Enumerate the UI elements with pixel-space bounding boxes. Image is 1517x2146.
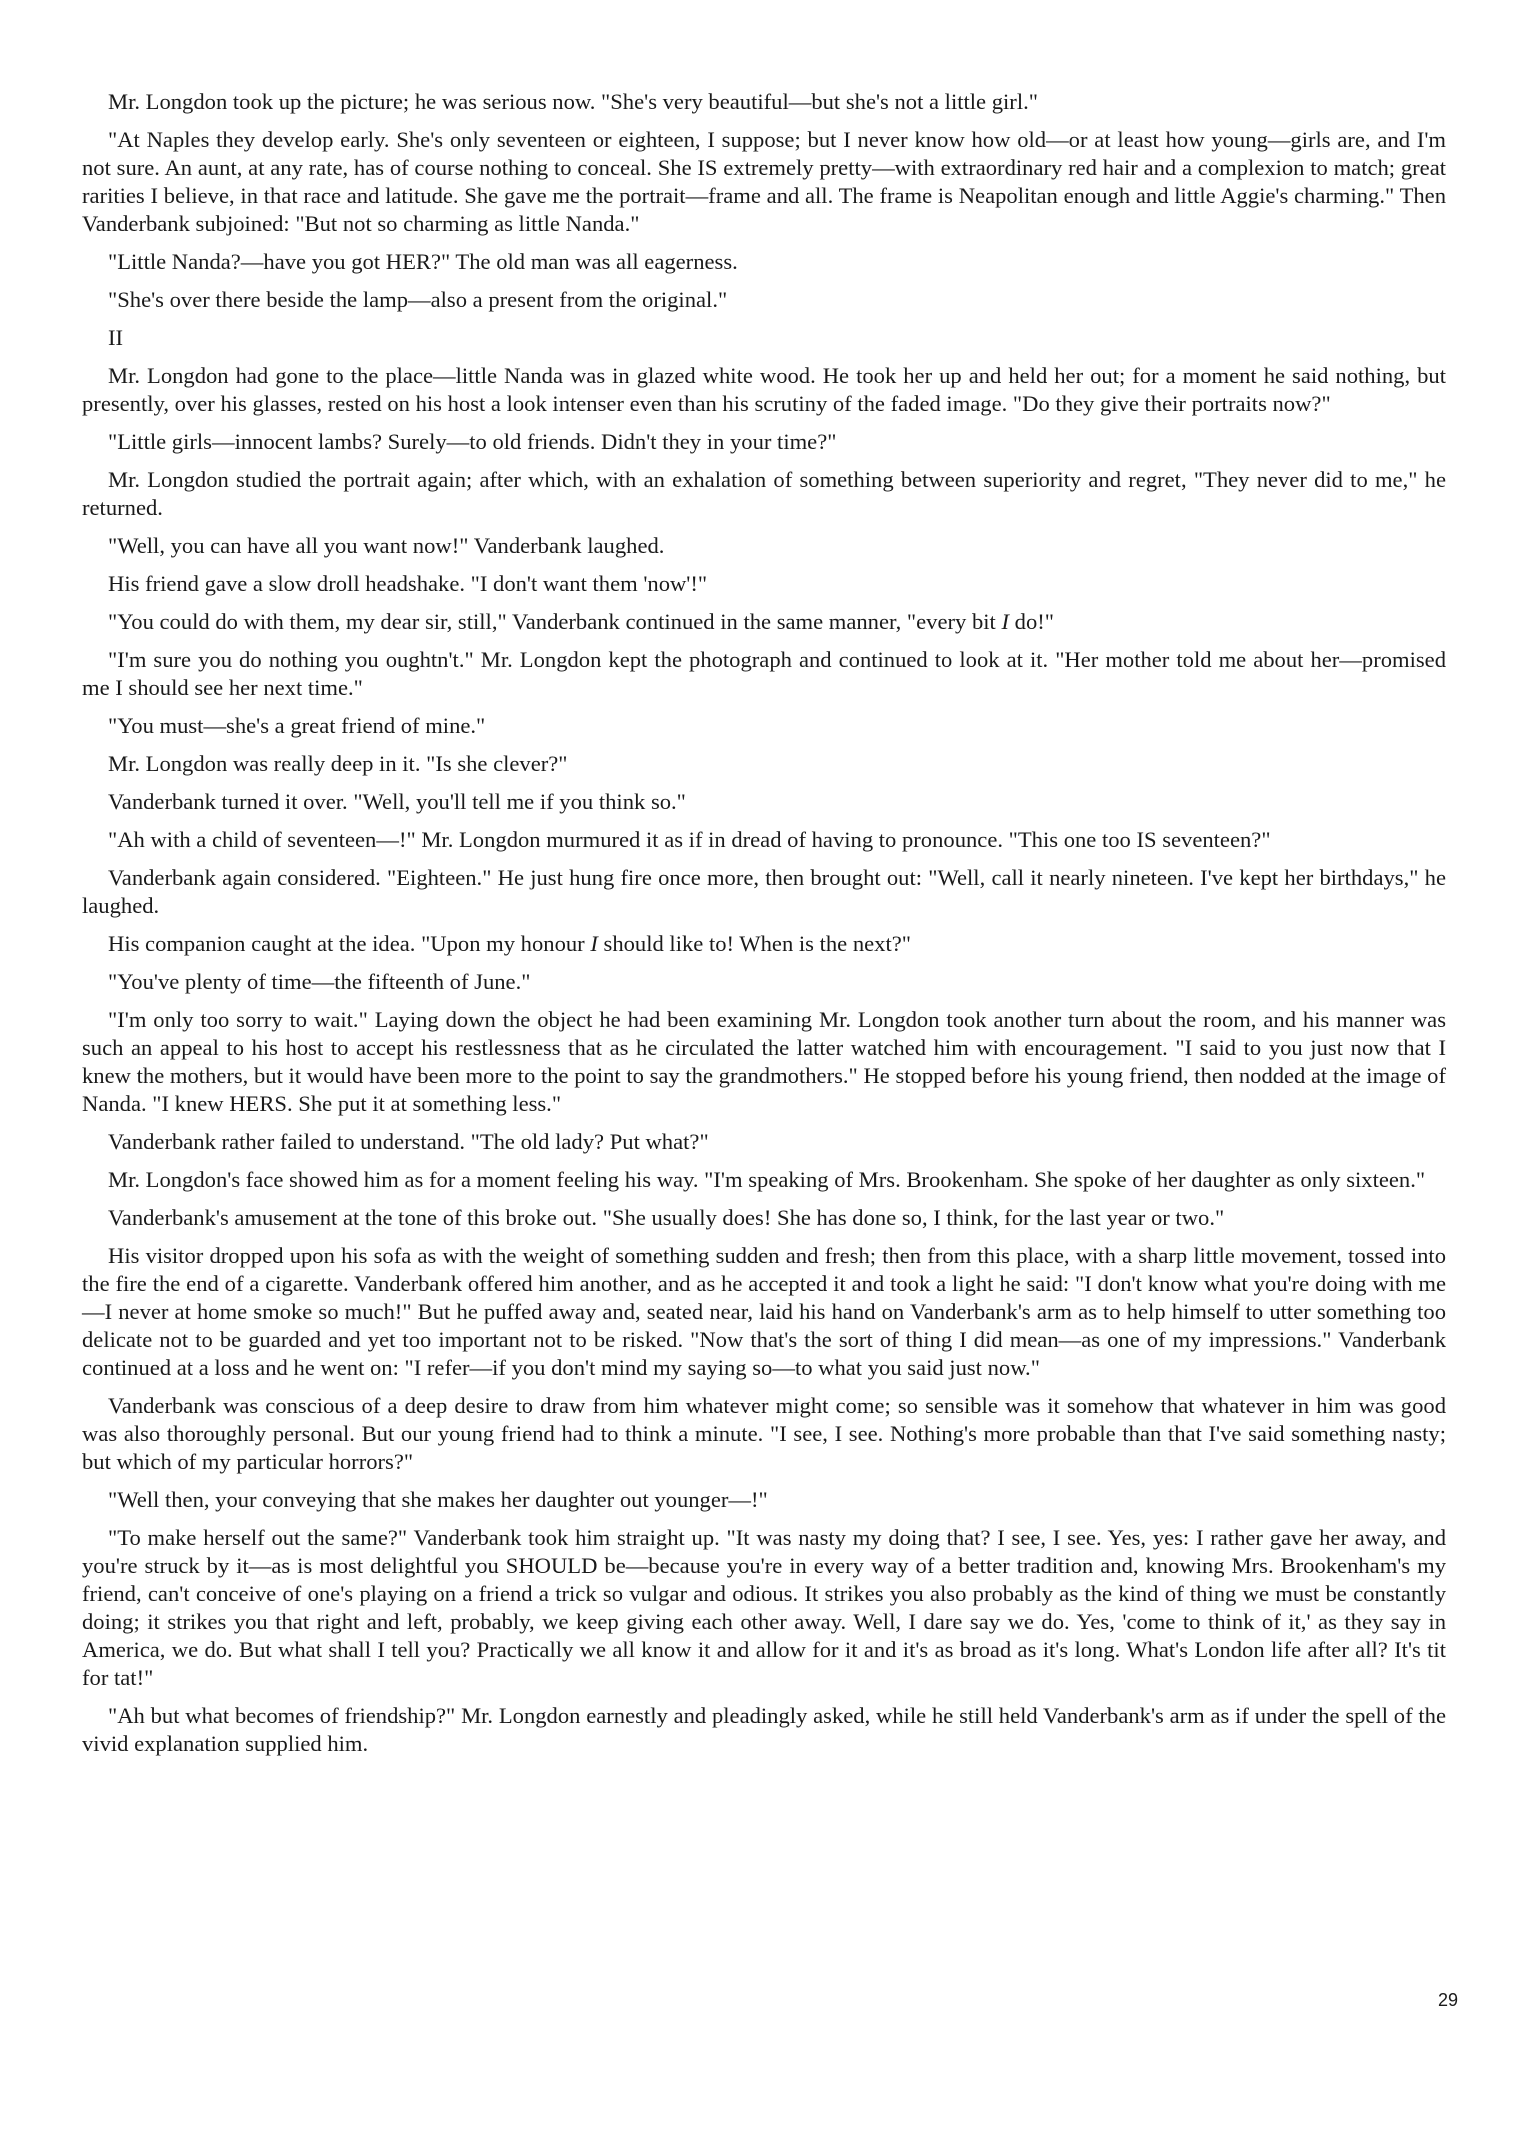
paragraph-text: "Well, you can have all you want now!" Vanderbank laughed. <box>108 533 665 558</box>
paragraph-text: "At Naples they develop early. She's only seventeen or eighteen, I suppose; but I never know how old—or at least how young—girls are, and I'm not sure. An aunt, at any rate, has of course nothing to conceal. She IS extremely pretty—with extraordinary red hair and a complexion to match; great rarities I believe, in that race and latitude. She gave me the portrait—frame and all. The frame is Neapolitan enough and little Aggie's charming." Then Vanderbank subjoined: "But not so charming as little Nanda." <box>82 127 1446 236</box>
paragraph-text: His companion caught at the idea. "Upon my honour <box>108 931 591 956</box>
paragraph <box>82 608 1446 636</box>
paragraph <box>82 864 1446 920</box>
paragraph-text: "I'm only too sorry to wait." Laying down the object he had been examining Mr. Longdon took another turn about the room, and his manner was such an appeal to his host to accept his restlessness that as he circulated the latter watched him with encouragement. "I said to you just now that I knew the mothers, but it would have been more to the point to say the grandmothers." He stopped before his young friend, then nodded at the image of Nanda. "I knew HERS. She put it at something less." <box>82 1007 1446 1116</box>
paragraph <box>82 362 1446 418</box>
paragraph <box>82 1128 1446 1156</box>
paragraph-text: Mr. Longdon studied the portrait again; after which, with an exhalation of something between superiority and regret, "They never did to me," he returned. <box>82 467 1446 520</box>
paragraph-text: Vanderbank rather failed to understand. "The old lady? Put what?" <box>108 1129 709 1154</box>
paragraph-text: "Ah with a child of seventeen—!" Mr. Longdon murmured it as if in dread of having to pronounce. "This one too IS seventeen?" <box>108 827 1271 852</box>
page-body <box>82 88 1446 1768</box>
paragraph <box>82 1204 1446 1232</box>
paragraph-text: "To make herself out the same?" Vanderbank took him straight up. "It was nasty my doing that? I see, I see. Yes, yes: I rather gave her away, and you're struck by it—as is most delightful you SHOULD be—because you're in every way of a better tradition and, knowing Mrs. Brookenham's my friend, can't conceive of one's playing on a friend a trick so vulgar and odious. It strikes you also probably as the kind of thing we must be constantly doing; it strikes you that right and left, probably, we keep giving each other away. Well, I dare say we do. Yes, 'come to think of it,' as they say in America, we do. But what shall I tell you? Practically we all know it and allow for it and it's as broad as it's long. What's London life after all? It's tit for tat!" <box>82 1525 1446 1690</box>
italic-text: I <box>1001 609 1009 634</box>
paragraph-text: "Ah but what becomes of friendship?" Mr. Longdon earnestly and pleadingly asked, while he still held Vanderbank's arm as if under the spell of the vivid explanation supplied him. <box>82 1703 1446 1756</box>
paragraph <box>82 126 1446 238</box>
paragraph-text: II <box>108 325 124 350</box>
paragraph <box>82 286 1446 314</box>
paragraph <box>82 428 1446 456</box>
paragraph <box>82 532 1446 560</box>
paragraph <box>82 248 1446 276</box>
paragraph-text: His visitor dropped upon his sofa as with the weight of something sudden and fresh; then from this place, with a sharp little movement, tossed into the fire the end of a cigarette. Vanderbank offered him another, and as he accepted it and took a light he said: "I don't know what you're doing with me—I never at home smoke so much!" But he puffed away and, seated near, laid his hand on Vanderbank's arm as to help himself to utter something too delicate not to be guarded and yet too important not to be risked. "Now that's the sort of thing I did mean—as one of my impressions." Vanderbank continued at a loss and he went on: "I refer—if you don't mind my saying so—to what you said just now." <box>82 1243 1446 1380</box>
paragraph <box>82 88 1446 116</box>
paragraph-text: "Well then, your conveying that she makes her daughter out younger—!" <box>108 1487 768 1512</box>
paragraph-text: Mr. Longdon was really deep in it. "Is she clever?" <box>108 751 568 776</box>
paragraph-text: "You must—she's a great friend of mine." <box>108 713 486 738</box>
paragraph <box>82 646 1446 702</box>
paragraph-text: "You could do with them, my dear sir, still," Vanderbank continued in the same manner, "every bit <box>108 609 1002 634</box>
paragraph-text: "Little girls—innocent lambs? Surely—to old friends. Didn't they in your time?" <box>108 429 837 454</box>
paragraph-text: Vanderbank again considered. "Eighteen." He just hung fire once more, then brought out: "Well, call it nearly nineteen. I've kept her birthdays," he laughed. <box>82 865 1446 918</box>
paragraph-text: "She's over there beside the lamp—also a present from the original." <box>108 287 728 312</box>
paragraph-text: Vanderbank was conscious of a deep desire to draw from him whatever might come; so sensible was it somehow that whatever in him was good was also thoroughly personal. But our young friend had to think a minute. "I see, I see. Nothing's more probable than that I've said something nasty; but which of my particular horrors?" <box>82 1393 1446 1474</box>
paragraph <box>82 1392 1446 1476</box>
section-heading <box>82 324 1446 352</box>
paragraph-text: Mr. Longdon took up the picture; he was serious now. "She's very beautiful—but she's not a little girl." <box>108 89 1038 114</box>
paragraph-text: should like to! When is the next?" <box>597 931 912 956</box>
paragraph <box>82 968 1446 996</box>
paragraph <box>82 930 1446 958</box>
paragraph <box>82 1524 1446 1692</box>
page-number: 29 <box>1437 1990 1458 2010</box>
paragraph <box>82 712 1446 740</box>
paragraph <box>82 1702 1446 1758</box>
paragraph <box>82 1242 1446 1382</box>
paragraph <box>82 750 1446 778</box>
paragraph-text: Vanderbank turned it over. "Well, you'll tell me if you think so." <box>108 789 686 814</box>
paragraph-text: do!" <box>1009 609 1054 634</box>
paragraph <box>82 466 1446 522</box>
paragraph <box>82 1166 1446 1194</box>
paragraph-text: Mr. Longdon's face showed him as for a moment feeling his way. "I'm speaking of Mrs. Brookenham. She spoke of her daughter as only sixteen." <box>108 1167 1426 1192</box>
italic-text: I <box>590 931 598 956</box>
paragraph <box>82 826 1446 854</box>
paragraph-text: "Little Nanda?—have you got HER?" The old man was all eagerness. <box>108 249 738 274</box>
paragraph <box>82 570 1446 598</box>
paragraph <box>82 1006 1446 1118</box>
paragraph-text: "You've plenty of time—the fifteenth of June." <box>108 969 531 994</box>
paragraph-text: Vanderbank's amusement at the tone of this broke out. "She usually does! She has done so, I think, for the last year or two." <box>108 1205 1225 1230</box>
paragraph-text: His friend gave a slow droll headshake. "I don't want them 'now'!" <box>108 571 708 596</box>
paragraph <box>82 1486 1446 1514</box>
paragraph-text: Mr. Longdon had gone to the place—little Nanda was in glazed white wood. He took her up and held her out; for a moment he said nothing, but presently, over his glasses, rested on his host a look intenser even than his scrutiny of the faded image. "Do they give their portraits now?" <box>82 363 1446 416</box>
paragraph <box>82 788 1446 816</box>
paragraph-text: "I'm sure you do nothing you oughtn't." Mr. Longdon kept the photograph and continued to look at it. "Her mother told me about her—promised me I should see her next time." <box>82 647 1446 700</box>
